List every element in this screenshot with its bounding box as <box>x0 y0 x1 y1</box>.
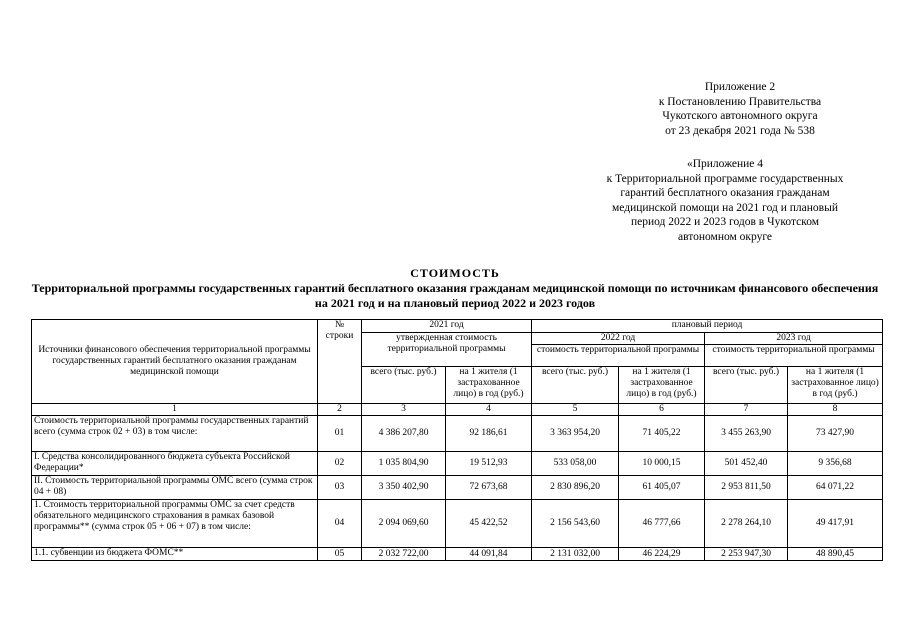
appendix-2-line: от 23 декабря 2021 года № 538 <box>665 124 815 137</box>
appendix-4-header <box>585 157 865 244</box>
header-total-2023: всего (тыс. руб.) <box>705 367 788 404</box>
cost-table <box>31 319 883 561</box>
cell-2023-per-resident: 73 427,90 <box>788 416 883 452</box>
header-planned-period: плановый период <box>532 320 883 333</box>
cell-2021-per-resident: 45 422,52 <box>446 500 532 548</box>
header-row-number: № строки <box>318 320 362 404</box>
table-row <box>32 500 883 548</box>
column-number: 1 <box>32 404 318 416</box>
cell-2021-total: 1 035 804,90 <box>362 452 446 476</box>
header-approved-cost: утвержденная стоимость территориальной программы <box>362 333 532 367</box>
header-year-2023: 2023 год <box>705 333 883 345</box>
cell-2023-total: 2 953 811,50 <box>705 476 788 500</box>
cell-2021-total: 4 386 207,80 <box>362 416 446 452</box>
column-number: 4 <box>446 404 532 416</box>
header-per-resident-2023: на 1 жителя (1 застрахованное лицо) в год (руб.) <box>788 367 883 404</box>
cell-2022-per-resident: 61 405,07 <box>619 476 705 500</box>
column-number: 6 <box>619 404 705 416</box>
row-number: 03 <box>318 476 362 500</box>
header-cost-2022: стоимость территориальной программы <box>532 345 705 367</box>
table-row <box>32 476 883 500</box>
cell-2022-total: 2 131 032,00 <box>532 548 619 561</box>
cell-2023-per-resident: 49 417,91 <box>788 500 883 548</box>
row-number: 04 <box>318 500 362 548</box>
row-source: 1.1. субвенции из бюджета ФОМС** <box>32 548 318 561</box>
cell-2022-total: 533 058,00 <box>532 452 619 476</box>
appendix-4-line: «Приложение 4 <box>686 158 764 170</box>
cell-2022-per-resident: 10 000,15 <box>619 452 705 476</box>
header-per-resident-2022: на 1 жителя (1 застрахованное лицо) в год (руб.) <box>619 367 705 404</box>
appendix-2-line: Приложение 2 <box>704 81 776 93</box>
title-subtitle: Территориальной программы государственных гарантий бесплатного оказания гражданам медицинской помощи по источникам финансового обеспечения на 2021 год и на плановый период 2022 и 2023 годов <box>31 281 879 310</box>
cell-2022-per-resident: 46 224,29 <box>619 548 705 561</box>
cell-2021-per-resident: 72 673,68 <box>446 476 532 500</box>
row-number: 05 <box>318 548 362 561</box>
row-number: 02 <box>318 452 362 476</box>
cell-2023-per-resident: 9 356,68 <box>788 452 883 476</box>
row-number: 01 <box>318 416 362 452</box>
appendix-4-line: автономном округе <box>677 230 773 243</box>
cell-2022-total: 2 830 896,20 <box>532 476 619 500</box>
cell-2021-total: 2 032 722,00 <box>362 548 446 561</box>
header-sources: Источники финансового обеспечения территориальной программы государственных гарантий бесплатного оказания гражданам медицинской помощи <box>32 320 318 404</box>
cell-2023-total: 3 455 263,90 <box>705 416 788 452</box>
row-source: I. Средства консолидированного бюджета субъекта Российской Федерации* <box>32 452 318 476</box>
row-source: 1. Стоимость территориальной программы ОМС за счет средств обязательного медицинского страхования в рамках базовой программы** (сумма строк 05 + 06 + 07) в том числе: <box>32 500 318 548</box>
cell-2022-per-resident: 46 777,66 <box>619 500 705 548</box>
appendix-4-line: медицинской помощи на 2021 год и плановый <box>611 201 838 214</box>
cell-2023-per-resident: 48 890,45 <box>788 548 883 561</box>
appendix-2-line: Чукотского автономного округа <box>662 110 818 122</box>
cell-2021-per-resident: 44 091,84 <box>446 548 532 561</box>
column-number: 7 <box>705 404 788 416</box>
header-cost-2023: стоимость территориальной программы <box>705 345 883 367</box>
column-number: 2 <box>318 404 362 416</box>
appendix-2-header <box>600 80 880 138</box>
table-row <box>32 452 883 476</box>
title-main: СТОИМОСТЬ <box>410 266 500 280</box>
cell-2021-total: 2 094 069,60 <box>362 500 446 548</box>
header-year-2021: 2021 год <box>362 320 532 333</box>
cell-2021-per-resident: 92 186,61 <box>446 416 532 452</box>
header-per-resident-2021: на 1 жителя (1 застрахованное лицо) в год (руб.) <box>446 367 532 404</box>
appendix-4-line: к Территориальной программе государственных <box>606 172 844 185</box>
cell-2022-total: 2 156 543,60 <box>532 500 619 548</box>
cell-2021-total: 3 350 402,90 <box>362 476 446 500</box>
cell-2022-total: 3 363 954,20 <box>532 416 619 452</box>
appendix-2-line: к Постановлению Правительства <box>658 95 822 108</box>
cell-2021-per-resident: 19 512,93 <box>446 452 532 476</box>
header-total-2022: всего (тыс. руб.) <box>532 367 619 404</box>
appendix-4-line: гарантий бесплатного оказания гражданам <box>620 187 830 199</box>
cell-2022-per-resident: 71 405,22 <box>619 416 705 452</box>
cell-2023-total: 2 278 264,10 <box>705 500 788 548</box>
cell-2023-total: 2 253 947,30 <box>705 548 788 561</box>
column-number: 3 <box>362 404 446 416</box>
column-number: 5 <box>532 404 619 416</box>
header-total-2021: всего (тыс. руб.) <box>362 367 446 404</box>
table-row <box>32 416 883 452</box>
row-source: Стоимость территориальной программы государственных гарантий всего (сумма строк 02 + 03) в том числе: <box>32 416 318 452</box>
cell-2023-per-resident: 64 071,22 <box>788 476 883 500</box>
document-title <box>25 266 885 311</box>
row-source: II. Стоимость территориальной программы ОМС всего (сумма строк 04 + 08) <box>32 476 318 500</box>
table-row <box>32 548 883 561</box>
header-year-2022: 2022 год <box>532 333 705 345</box>
appendix-4-line: период 2022 и 2023 годов в Чукотском <box>630 216 820 228</box>
cell-2023-total: 501 452,40 <box>705 452 788 476</box>
column-number: 8 <box>788 404 883 416</box>
